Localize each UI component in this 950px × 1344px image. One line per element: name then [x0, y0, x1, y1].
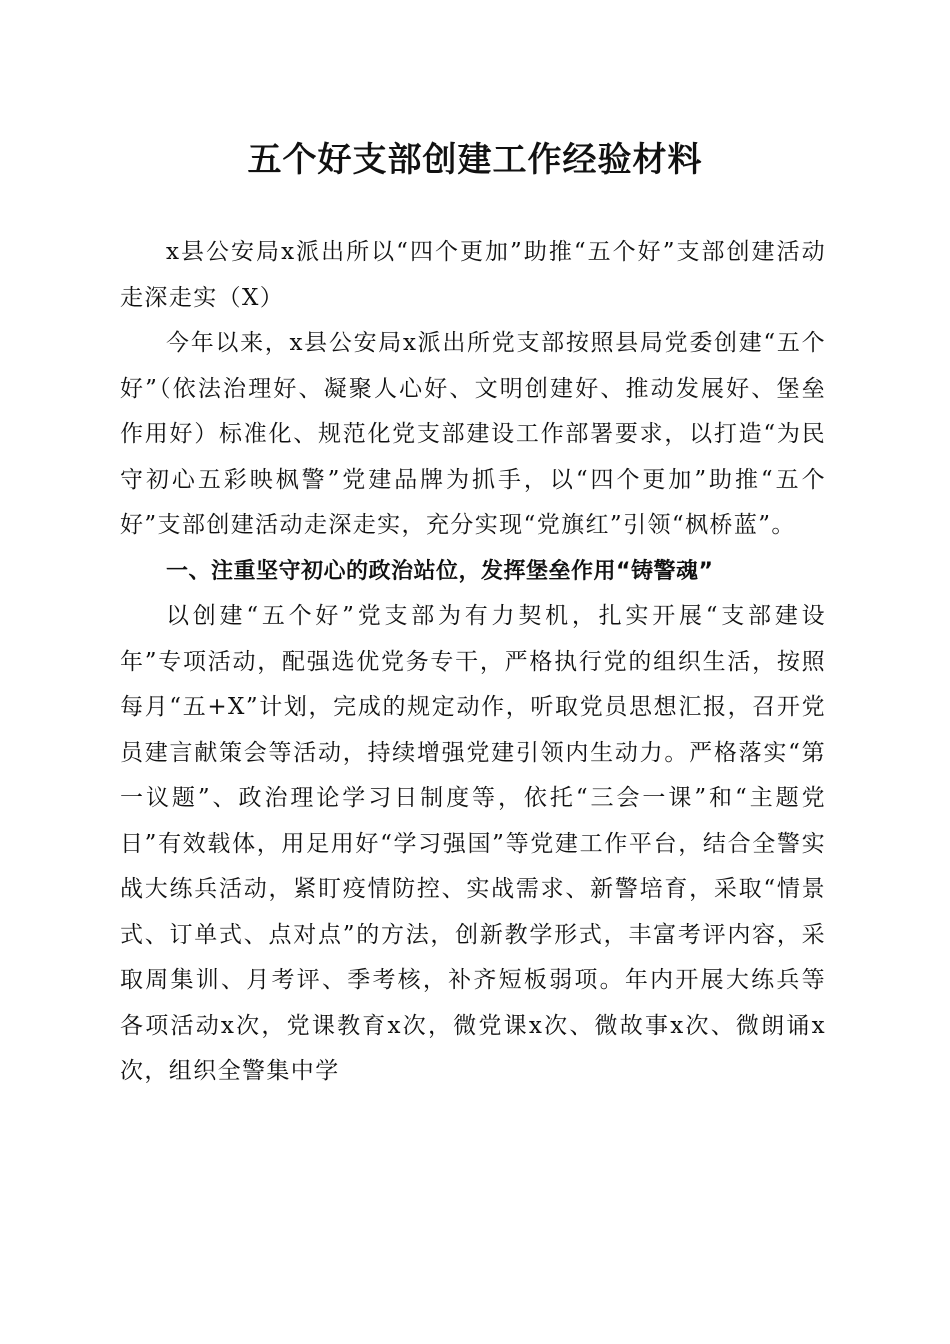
document-body [120, 230, 826, 1095]
section-heading: 一、注重坚守初心的政治站位，发挥堡垒作用“铸警魂” [166, 558, 714, 584]
document-title: 五个好支部创建工作经验材料 [247, 140, 703, 180]
section-paragraph: 以创建“五个好”党支部为有力契机，扎实开展“支部建设年”专项活动，配强选优党务专干，严格执行党的组织生活，按照每月“五+X”计划，完成的规定动作，听取党员思想汇报，召开党员建言献策会等活动，持续增强党建引领内生动力。严格落实“第一议题”、政治理论学习日制度等，依托“三会一课”和“主题党日”有效载体，用足用好“学习强国”等党建工作平台，结合全警实战大练兵活动，紧盯疫情防控、实战需求、新警培育，采取“情景式、订单式、点对点”的方法，创新教学形式，丰富考评内容，采取周集训、月考评、季考核，补齐短板弱项。年内开展大练兵等各项活动x次，党课教育x次，微党课x次、微故事x次、微朗诵x次，组织全警集中学 [120, 603, 826, 1084]
subtitle-paragraph: x县公安局x派出所以“四个更加”助推“五个好”支部创建活动走深走实（X） [120, 239, 826, 311]
intro-paragraph: 今年以来，x县公安局x派出所党支部按照县局党委创建“五个好”（依法治理好、凝聚人心好、文明创建好、推动发展好、堡垒作用好）标准化、规范化党支部建设工作部署要求，以打造“为民守初心五彩映枫警”党建品牌为抓手，以“四个更加”助推“五个好”支部创建活动走深走实，充分实现“党旗红”引领“枫桥蓝”。 [120, 330, 826, 538]
